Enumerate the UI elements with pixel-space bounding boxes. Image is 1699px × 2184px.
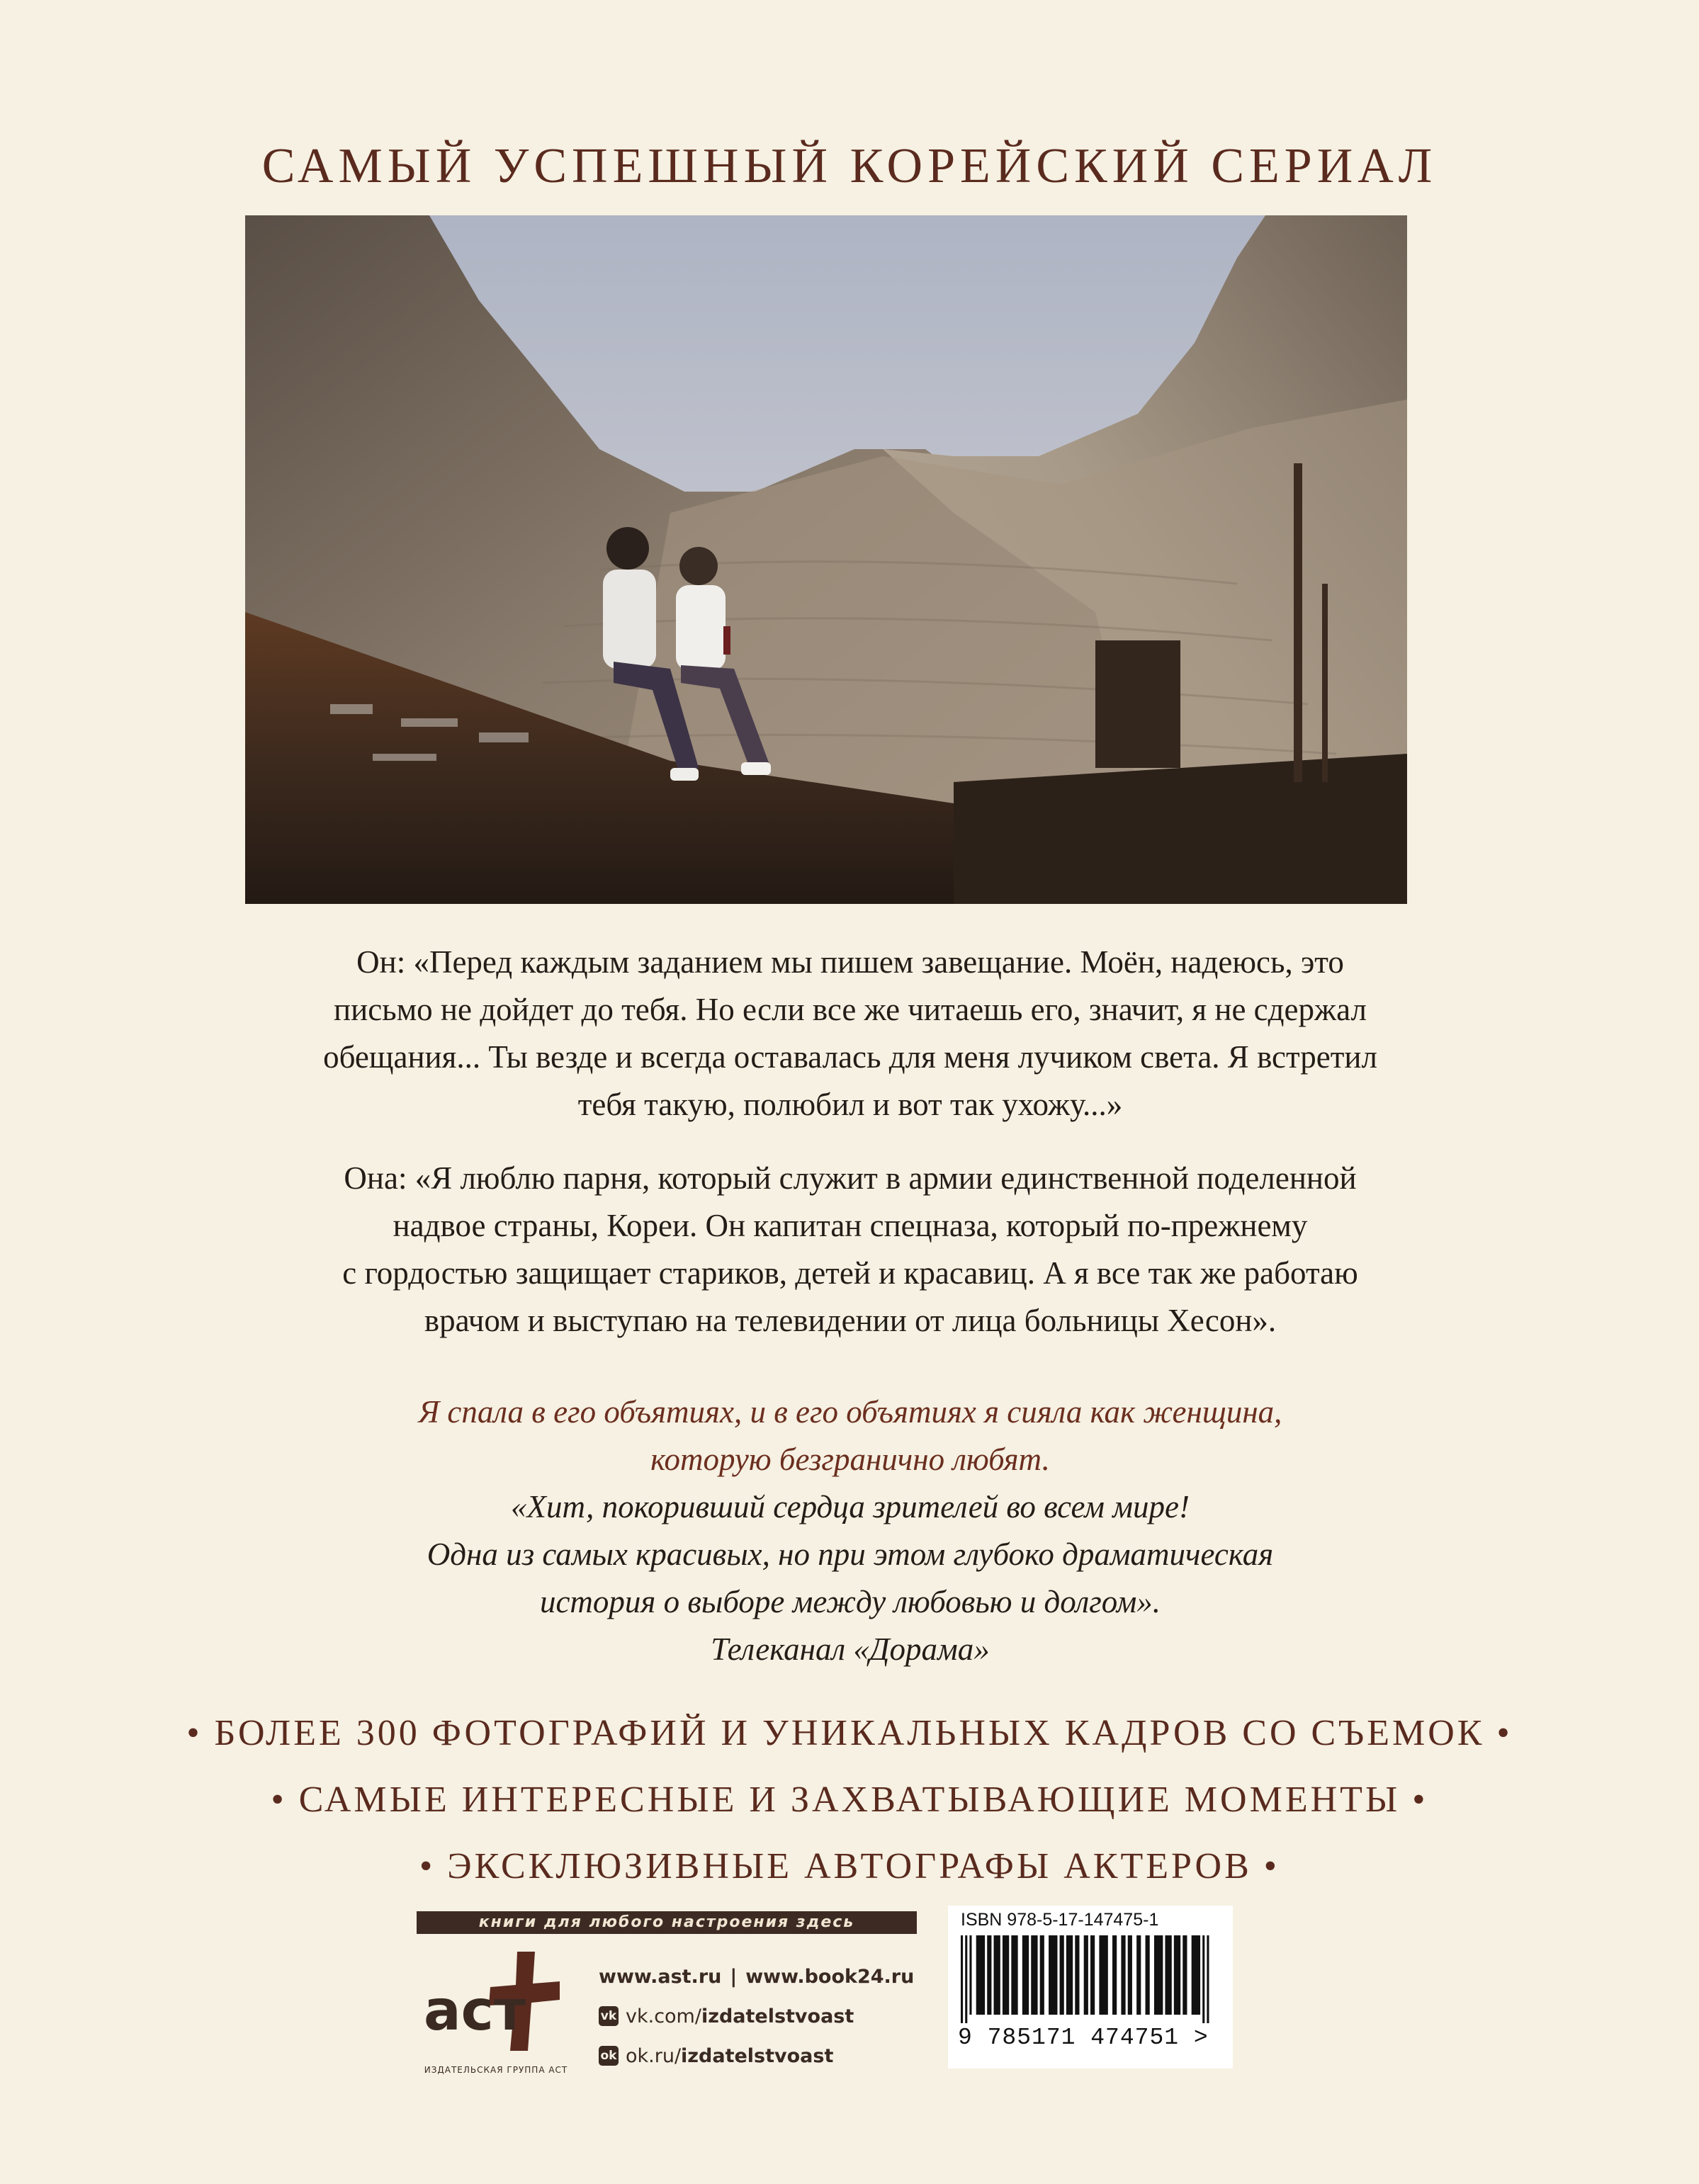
barcode-bar xyxy=(1049,1935,1057,2015)
paragraph-line: врачом и выступаю на телевидении от лица больницы Хесон». xyxy=(424,1303,1277,1338)
barcode-bar xyxy=(1192,1935,1200,2015)
barcode-bar xyxy=(1090,1935,1095,2015)
barcode-bar xyxy=(976,1935,985,2015)
link-separator: | xyxy=(730,1965,738,1988)
barcode-bar xyxy=(1040,1935,1044,2015)
paragraph-line: надвое страны, Кореи. Он капитан спецназа, который по-прежнему xyxy=(393,1208,1308,1243)
feature-bullet: • БОЛЕЕ 300 ФОТОГРАФИЙ И УНИКАЛЬНЫХ КАДРОВ СО СЪЕМОК • xyxy=(186,1713,1513,1753)
barcode-bar xyxy=(1011,1935,1017,2015)
barcode-bar xyxy=(1136,1935,1141,2015)
barcode-bar xyxy=(1182,1935,1187,2015)
paragraph-line: Он: «Перед каждым заданием мы пишем завещание. Моён, надеюсь, это xyxy=(356,944,1344,980)
feature-bullets xyxy=(0,1700,1699,1900)
quote-accent-line: Я спала в его объятиях, и в его объятиях я сияла как женщина, xyxy=(418,1394,1282,1430)
barcode-bars-icon xyxy=(961,1935,1220,2023)
site-link-book24[interactable]: www.book24.ru xyxy=(745,1965,915,1988)
barcode-bar xyxy=(1075,1935,1079,2015)
review-line: «Хит, покоривший сердца зрителей во всем мире! xyxy=(511,1489,1190,1524)
logo-text: аст xyxy=(424,1979,526,2043)
cover-photo xyxy=(245,215,1407,904)
feature-bullet: • САМЫЕ ИНТЕРЕСНЫЕ И ЗАХВАТЫВАЮЩИЕ МОМЕНТЫ • xyxy=(271,1780,1428,1820)
isbn-label: ISBN 978-5-17-147475-1 xyxy=(961,1910,1159,1930)
barcode-bar xyxy=(1022,1935,1029,2015)
quote-accent-line: которую безгранично любят. xyxy=(650,1442,1050,1477)
review-line: история о выборе между любовью и долгом». xyxy=(539,1584,1161,1619)
barcode-bar xyxy=(994,1935,1000,2015)
site-link-ast[interactable]: www.ast.ru xyxy=(599,1965,722,1988)
cover-heading: САМЫЙ УСПЕШНЫЙ КОРЕЙСКИЙ СЕРИАЛ xyxy=(261,139,1438,193)
barcode-bar xyxy=(1146,1935,1150,2015)
barcode-bar xyxy=(961,1935,963,2023)
quote-block xyxy=(213,1388,1488,1673)
barcode-bar xyxy=(1084,1935,1088,2015)
ok-icon: ok xyxy=(599,2046,619,2066)
paragraph-line: тебя такую, полюбил и вот так ухожу...» xyxy=(577,1087,1123,1122)
publisher-tagline: книги для любого настроения здесь xyxy=(417,1911,917,1934)
paragraph-she xyxy=(213,1155,1488,1345)
paragraph-line: Она: «Я люблю парня, который служит в армии единственной поделенной xyxy=(344,1160,1357,1196)
barcode-bar xyxy=(1066,1935,1073,2015)
vk-handle: izdatelstvoast xyxy=(701,2005,854,2027)
barcode-bar xyxy=(965,1935,967,2023)
vk-prefix: vk.com/ xyxy=(626,2005,701,2027)
isbn-barcode xyxy=(948,1906,1233,2069)
barcode-bar xyxy=(969,1935,971,2015)
paragraph-line: обещания... Ты везде и всегда оставалась для меня лучиком света. Я встретил xyxy=(323,1039,1377,1075)
barcode-bar xyxy=(1003,1935,1009,2015)
review-line: Одна из самых красивых, но при этом глубоко драматическая xyxy=(427,1537,1274,1572)
barcode-digits: 9 785171 474751 > xyxy=(958,2025,1209,2051)
logo-caption: ИЗДАТЕЛЬСКАЯ ГРУППА АСТ xyxy=(424,2065,568,2075)
feature-bullet: • ЭКСКЛЮЗИВНЫЕ АВТОГРАФЫ АКТЕРОВ • xyxy=(419,1846,1280,1886)
barcode-bar xyxy=(1121,1935,1125,2015)
ok-handle: izdatelstvoast xyxy=(681,2044,834,2067)
barcode-bar xyxy=(1207,1935,1209,2023)
barcode-bar xyxy=(1154,1935,1163,2015)
barcode-bar xyxy=(1174,1935,1180,2015)
review-source: Телеканал «Дорама» xyxy=(711,1631,990,1667)
publisher-links xyxy=(599,1957,914,2076)
barcode-bar xyxy=(1112,1935,1117,2015)
website-row xyxy=(599,1957,914,1996)
barcode-bar xyxy=(1099,1935,1107,2015)
vk-row[interactable] xyxy=(599,1996,914,2036)
ast-logo-icon xyxy=(411,1945,574,2065)
paragraph-line: письмо не дойдет до тебя. Но если все же читаешь его, значит, я не сдержал xyxy=(334,992,1367,1027)
paragraph-line: с гордостью защищает стариков, детей и красавиц. А я все так же работаю xyxy=(342,1255,1358,1291)
barcode-bar xyxy=(1031,1935,1037,2015)
ok-row[interactable] xyxy=(599,2036,914,2076)
paragraph-he xyxy=(213,939,1488,1128)
barcode-bar xyxy=(1165,1935,1171,2015)
barcode-bar xyxy=(987,1935,991,2015)
barcode-bar xyxy=(1128,1935,1132,2015)
cliff-scene-illustration xyxy=(245,215,1407,904)
ok-prefix: ok.ru/ xyxy=(626,2044,682,2067)
vk-icon: vk xyxy=(599,2006,619,2026)
barcode-bar xyxy=(1060,1935,1064,2015)
publisher-logo xyxy=(411,1945,574,2072)
barcode-bar xyxy=(1202,1935,1204,2023)
